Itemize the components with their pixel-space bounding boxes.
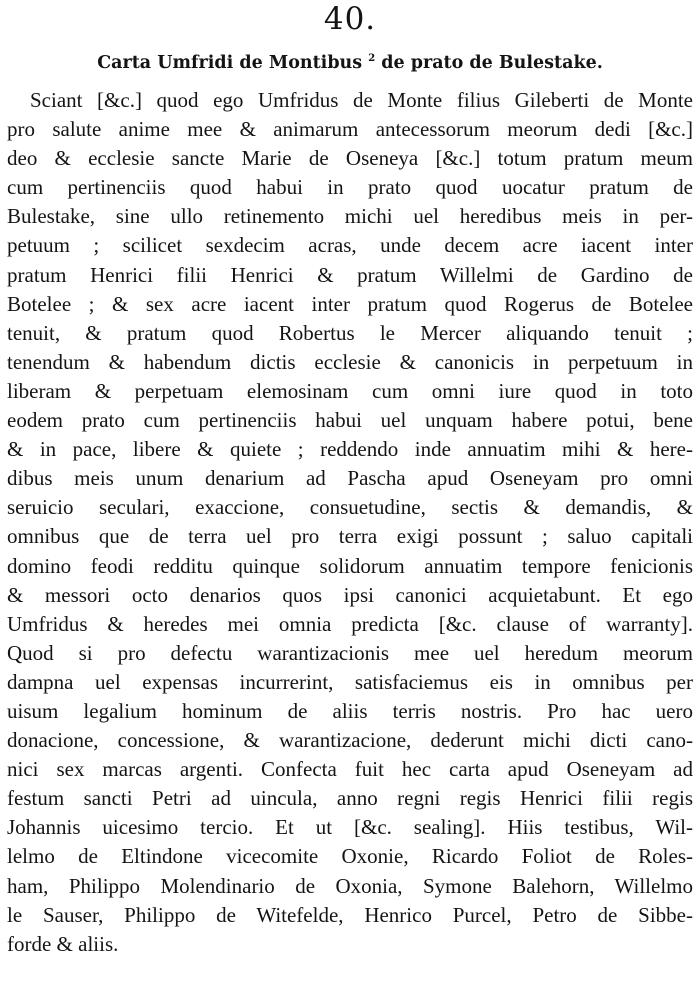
- body-line: cum pertinenciis quod habui in prato quod uocatur pratum de: [7, 175, 693, 200]
- body-line: & in pace, libere & quiete ; reddendo inde annuatim mihi & here-: [7, 437, 693, 462]
- body-line: pro salute anime mee & animarum antecessorum meorum dedi [&c.]: [7, 117, 693, 142]
- body-line: ham, Philippo Molendinario de Oxonia, Symone Balehorn, Willelmo: [7, 873, 693, 898]
- charter-body: [7, 86, 693, 959]
- footnote-mark: 2: [368, 53, 376, 65]
- body-line: petuum ; scilicet sexdecim acras, unde decem acre iacent inter: [7, 233, 693, 258]
- body-line: le Sauser, Philippo de Witefelde, Henrico Purcel, Petro de Sibbe-: [7, 902, 693, 927]
- body-line: dibus meis unum denarium ad Pascha apud Oseneyam pro omni: [7, 466, 693, 491]
- body-line: omnibus que de terra uel pro terra exigi possunt ; saluo capitali: [7, 524, 693, 549]
- body-line: nici sex marcas argenti. Confecta fuit hec carta apud Oseneyam ad: [7, 757, 693, 782]
- page-number: 40.: [323, 1, 377, 37]
- body-line: festum sancti Petri ad uincula, anno regni regis Henrici filii regis: [7, 786, 693, 811]
- body-line: Botelee ; & sex acre iacent inter pratum quod Rogerus de Botelee: [7, 291, 693, 316]
- body-line: Bulestake, sine ullo retinemento michi uel heredibus meis in per-: [7, 204, 693, 229]
- body-line: lelmo de Eltindone vicecomite Oxonie, Ricardo Foliot de Roles-: [7, 844, 693, 869]
- body-line: tenendum & habendum dictis ecclesie & canonicis in perpetuum in: [7, 349, 693, 374]
- body-line: uisum legalium hominum de aliis terris nostris. Pro hac uero: [7, 698, 693, 723]
- body-line: donacione, concessione, & warantizacione, dederunt michi dicti cano-: [7, 728, 693, 753]
- body-line: & messori octo denarios quos ipsi canonici acquietabunt. Et ego: [7, 582, 693, 607]
- body-line: eodem prato cum pertinenciis habui uel unquam habere potui, bene: [7, 408, 693, 433]
- body-line: pratum Henrici filii Henrici & pratum Willelmi de Gardino de: [7, 262, 693, 287]
- body-line: tenuit, & pratum quod Robertus le Mercer aliquando tenuit ;: [7, 320, 693, 345]
- body-line: domino feodi redditu quinque solidorum annuatim tempore fenicionis: [7, 553, 693, 578]
- body-line: Sciant [&c.] quod ego Umfridus de Monte filius Gileberti de Monte: [30, 88, 693, 112]
- body-line: seruicio seculari, exaccione, consuetudine, sectis & demandis, &: [7, 495, 693, 520]
- body-line: liberam & perpetuam elemosinam cum omni iure quod in toto: [7, 378, 693, 403]
- charter-title: [0, 50, 700, 76]
- charter-title-text: Carta Umfridi de Montibus: [97, 53, 363, 73]
- body-line: Johannis uicesimo tercio. Et ut [&c. sealing]. Hiis testibus, Wil-: [7, 815, 693, 840]
- charter-title-text-after: de prato de Bulestake.: [381, 53, 603, 73]
- body-line: deo & ecclesie sancte Marie de Oseneya [&c.] totum pratum meum: [7, 146, 693, 171]
- body-line: Umfridus & heredes mei omnia predicta [&c. clause of warranty].: [7, 611, 693, 636]
- body-line: forde & aliis.: [7, 931, 119, 956]
- body-line: dampna uel expensas incurrerint, satisfaciemus eis in omnibus per: [7, 669, 693, 694]
- body-line: Quod si pro defectu warantizacionis mee uel heredum meorum: [7, 640, 693, 665]
